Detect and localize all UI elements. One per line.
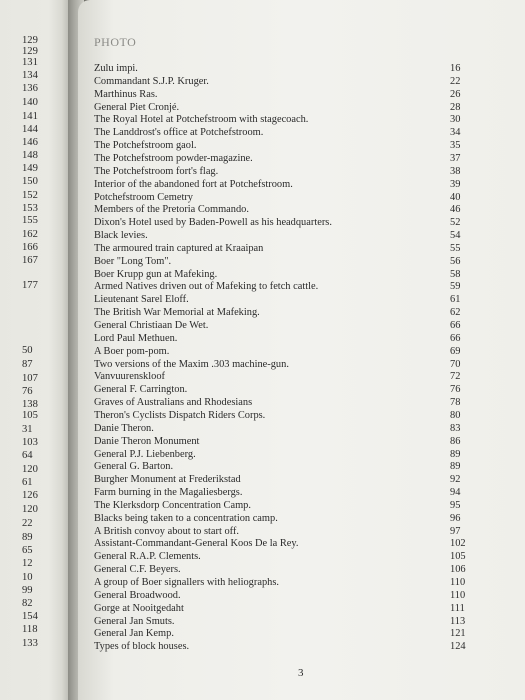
entry-page-number: 96 [450, 513, 461, 524]
left-page-number: 120 [22, 464, 38, 475]
entry-page-number: 16 [450, 63, 461, 74]
entry-page-number: 66 [450, 320, 461, 331]
left-page-number: 31 [22, 424, 33, 435]
entry-page-number: 58 [450, 269, 461, 280]
entry-page-number: 26 [450, 89, 461, 100]
entry-page-number: 62 [450, 307, 461, 318]
entry-page-number: 124 [450, 641, 466, 652]
entry-page-number: 113 [450, 616, 466, 627]
left-page-number: 166 [22, 242, 38, 253]
entry-title: Lord Paul Methuen. [94, 333, 178, 344]
left-page-number: 144 [22, 124, 38, 135]
entry-page-number: 72 [450, 371, 461, 382]
left-page-number: 154 [22, 611, 38, 622]
entry-page-number: 78 [450, 397, 461, 408]
entry-title: Farm burning in the Magaliesbergs. [94, 487, 243, 498]
entry-title: General Jan Kemp. [94, 628, 174, 639]
left-page-number: 87 [22, 359, 33, 370]
entry-page-number: 94 [450, 487, 461, 498]
entry-title: Commandant S.J.P. Kruger. [94, 76, 209, 87]
entry-title: Gorge at Nooitgedaht [94, 603, 184, 614]
entry-title: General Jan Smuts. [94, 616, 175, 627]
left-page-number: 133 [22, 638, 38, 649]
left-page-number: 146 [22, 137, 38, 148]
entry-page-number: 95 [450, 500, 461, 511]
left-page-number: 22 [22, 518, 33, 529]
entry-title: A Boer pom-pom. [94, 346, 170, 357]
entry-page-number: 39 [450, 179, 461, 190]
entry-title: The Potchefstroom fort's flag. [94, 166, 219, 177]
entry-title: Interior of the abandoned fort at Potchefstroom. [94, 179, 293, 190]
entry-page-number: 69 [450, 346, 461, 357]
entry-title: General G. Barton. [94, 461, 174, 472]
entry-title: Lieutenant Sarel Eloff. [94, 294, 189, 305]
entry-page-number: 59 [450, 281, 461, 292]
entry-page-number: 30 [450, 114, 461, 125]
entry-page-number: 106 [450, 564, 466, 575]
entry-page-number: 110 [450, 590, 466, 601]
left-page-number: 76 [22, 386, 33, 397]
entry-page-number: 34 [450, 127, 461, 138]
entry-title: The Klerksdorp Concentration Camp. [94, 500, 251, 511]
entry-title: The Royal Hotel at Potchefstroom with stagecoach. [94, 114, 309, 125]
entry-title: A group of Boer signallers with heliographs. [94, 577, 279, 588]
entry-title: Vanvuurenskloof [94, 371, 165, 382]
entry-title: The Landdrost's office at Potchefstroom. [94, 127, 264, 138]
left-page-number: 131 [22, 57, 38, 68]
left-page-number: 177 [22, 280, 38, 291]
entry-page-number: 86 [450, 436, 461, 447]
entry-page-number: 83 [450, 423, 461, 434]
entry-page-number: 110 [450, 577, 466, 588]
entry-page-number: 111 [450, 603, 465, 614]
left-page-number: 136 [22, 83, 38, 94]
entry-title: Members of the Pretoria Commando. [94, 204, 249, 215]
entry-title: General C.F. Beyers. [94, 564, 181, 575]
entry-page-number: 54 [450, 230, 461, 241]
entry-title: Two versions of the Maxim .303 machine-gun. [94, 359, 289, 370]
page-number: 3 [298, 667, 304, 679]
entry-title: Theron's Cyclists Dispatch Riders Corps. [94, 410, 266, 421]
entry-title: Marthinus Ras. [94, 89, 158, 100]
entry-page-number: 55 [450, 243, 461, 254]
left-page-number: 162 [22, 229, 38, 240]
entry-page-number: 66 [450, 333, 461, 344]
left-page-number: 118 [22, 624, 38, 635]
entry-title: General R.A.P. Clements. [94, 551, 201, 562]
entry-page-number: 89 [450, 449, 461, 460]
left-page-number: 134 [22, 70, 38, 81]
entry-page-number: 92 [450, 474, 461, 485]
entry-page-number: 89 [450, 461, 461, 472]
entry-title: Boer Krupp gun at Mafeking. [94, 269, 218, 280]
left-page-number: 10 [22, 572, 33, 583]
entry-title: Blacks being taken to a concentration camp. [94, 513, 278, 524]
left-page-number: 167 [22, 255, 38, 266]
entry-title: Black levies. [94, 230, 148, 241]
left-page-number: 50 [22, 345, 33, 356]
left-page-number: 103 [22, 437, 38, 448]
entry-page-number: 37 [450, 153, 461, 164]
entry-page-number: 76 [450, 384, 461, 395]
left-page-number: 129 [22, 35, 38, 46]
left-page-number: 64 [22, 450, 33, 461]
left-page-number: 105 [22, 410, 38, 421]
entry-title: Types of block houses. [94, 641, 190, 652]
entry-title: A British convoy about to start off. [94, 526, 239, 537]
left-page-number: 141 [22, 111, 38, 122]
entry-title: The armoured train captured at Kraaipan [94, 243, 264, 254]
left-page-number: 140 [22, 97, 38, 108]
entry-page-number: 46 [450, 204, 461, 215]
left-page-number: 138 [22, 399, 38, 410]
entry-page-number: 40 [450, 192, 461, 203]
left-page-number: 148 [22, 150, 38, 161]
entry-title: The Potchefstroom gaol. [94, 140, 197, 151]
entry-title: General Piet Cronjé. [94, 102, 180, 113]
entry-title: General Christiaan De Wet. [94, 320, 209, 331]
entry-title: General F. Carrington. [94, 384, 188, 395]
left-page-number: 149 [22, 163, 38, 174]
entry-page-number: 105 [450, 551, 466, 562]
left-page-number: 155 [22, 215, 38, 226]
left-page-number: 153 [22, 203, 38, 214]
left-page-number: 129 [22, 46, 38, 57]
entry-page-number: 52 [450, 217, 461, 228]
entry-page-number: 102 [450, 538, 466, 549]
entry-title: Potchefstroom Cemetry [94, 192, 193, 203]
entry-page-number: 61 [450, 294, 461, 305]
entry-title: Danie Theron Monument [94, 436, 200, 447]
entry-page-number: 35 [450, 140, 461, 151]
entry-title: Burgher Monument at Frederikstad [94, 474, 241, 485]
entry-page-number: 56 [450, 256, 461, 267]
entry-title: General Broadwood. [94, 590, 181, 601]
entry-title: Assistant-Commandant-General Koos De la Rey. [94, 538, 299, 549]
left-page-number: 150 [22, 176, 38, 187]
entry-page-number: 121 [450, 628, 466, 639]
entry-page-number: 22 [450, 76, 461, 87]
left-page-number: 126 [22, 490, 38, 501]
entry-page-number: 70 [450, 359, 461, 370]
entry-title: Zulu impi. [94, 63, 138, 74]
page-heading: PHOTO [94, 35, 137, 49]
left-page-number: 152 [22, 190, 38, 201]
left-page-number: 12 [22, 558, 33, 569]
entry-title: Boer "Long Tom". [94, 256, 172, 267]
entry-page-number: 80 [450, 410, 461, 421]
entry-page-number: 28 [450, 102, 461, 113]
entry-title: Danie Theron. [94, 423, 154, 434]
left-page-number: 61 [22, 477, 33, 488]
left-page-number: 120 [22, 504, 38, 515]
left-page-number: 65 [22, 545, 33, 556]
entry-page-number: 38 [450, 166, 461, 177]
entry-page-number: 97 [450, 526, 461, 537]
entry-title: Armed Natives driven out of Mafeking to fetch cattle. [94, 281, 319, 292]
entry-title: Dixon's Hotel used by Baden-Powell as his headquarters. [94, 217, 332, 228]
left-page-number: 99 [22, 585, 33, 596]
entry-title: Graves of Australians and Rhodesians [94, 397, 253, 408]
left-page-number: 82 [22, 598, 33, 609]
entry-title: General P.J. Liebenberg. [94, 449, 196, 460]
left-page-number: 89 [22, 532, 33, 543]
left-page-number: 107 [22, 373, 38, 384]
entry-title: The Potchefstroom powder-magazine. [94, 153, 253, 164]
entry-title: The British War Memorial at Mafeking. [94, 307, 260, 318]
